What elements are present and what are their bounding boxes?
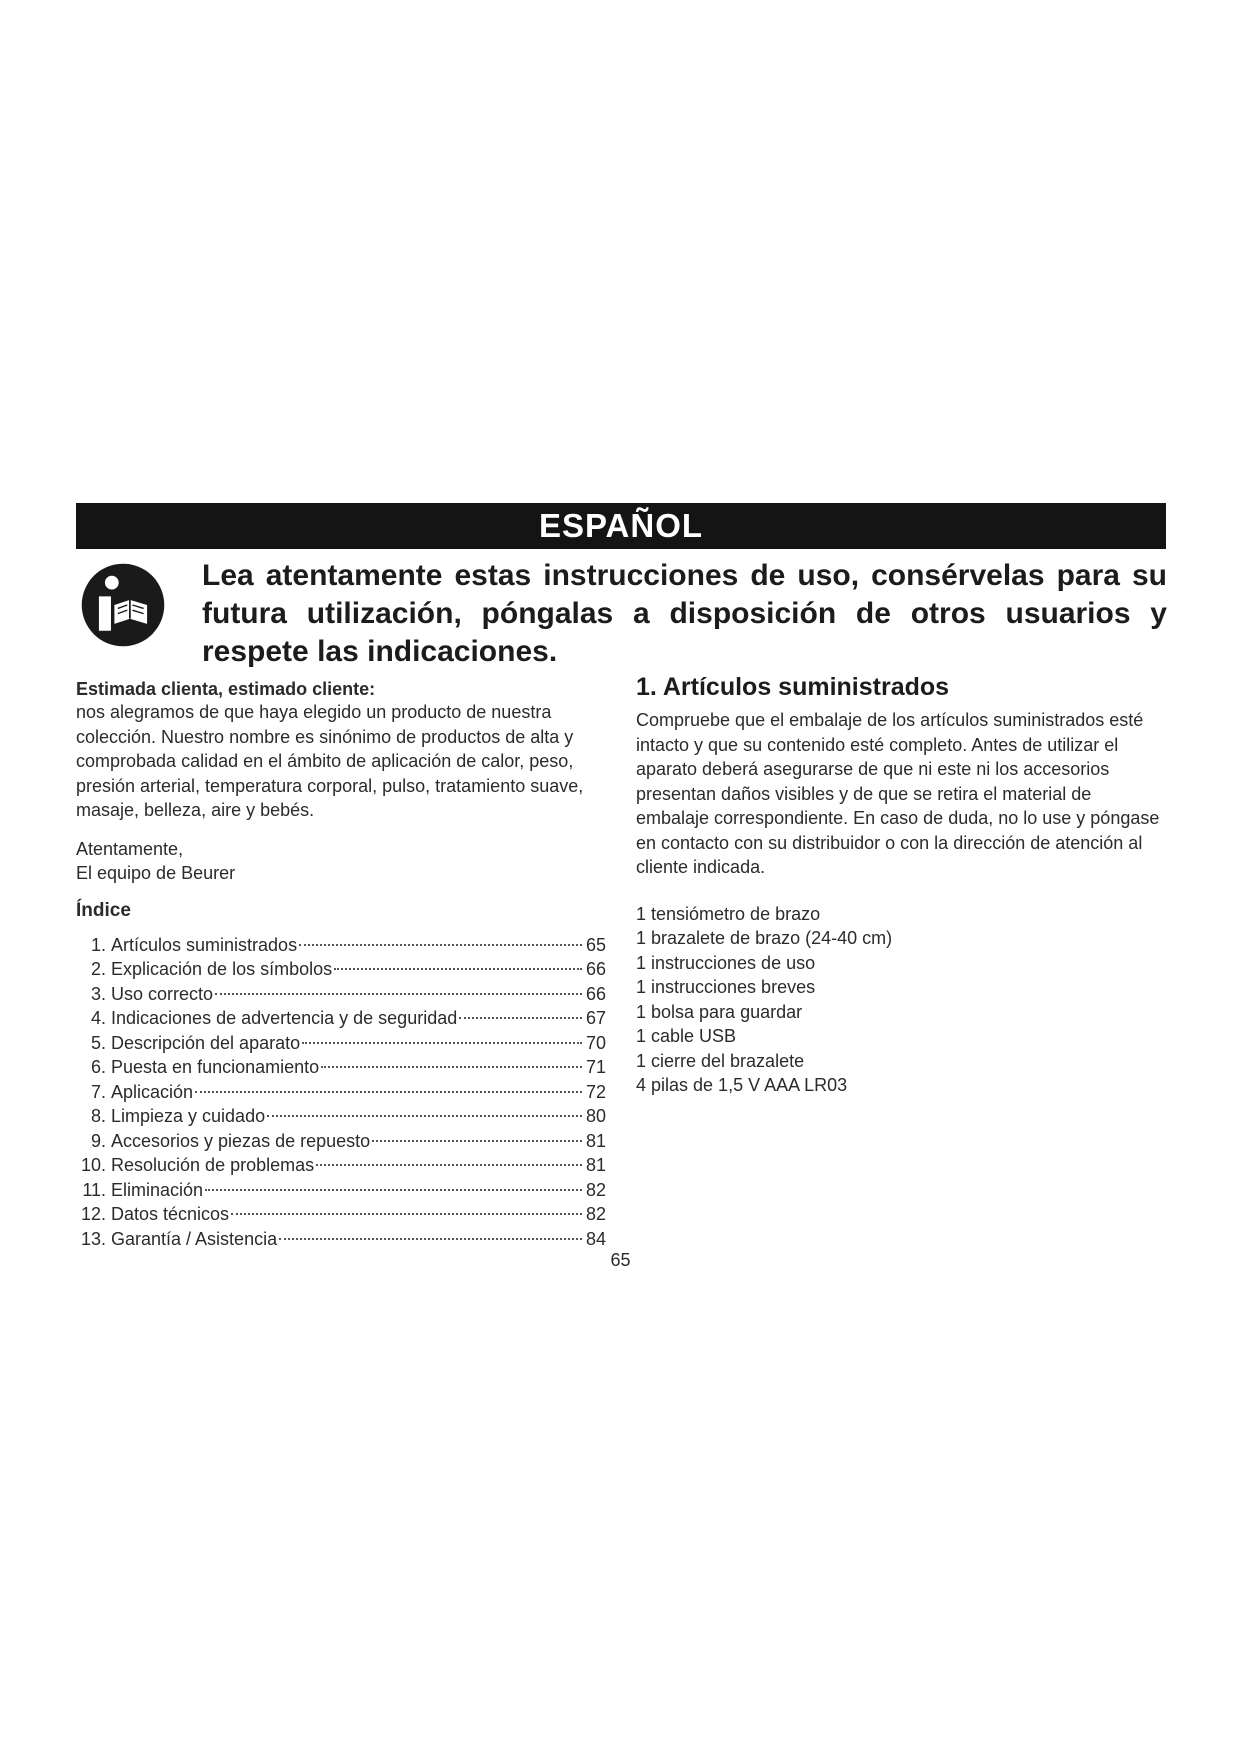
- delivered-items-list: [636, 902, 1166, 1098]
- toc-label: Datos técnicos: [111, 1204, 230, 1224]
- toc-label: Accesorios y piezas de repuesto: [111, 1130, 371, 1151]
- greeting-heading: Estimada clienta, estimado cliente:: [76, 679, 376, 699]
- toc-number: 3.: [90, 983, 106, 1004]
- toc-number: 13.: [80, 1228, 106, 1249]
- toc-label: Uso correcto: [111, 983, 214, 1004]
- greeting-body: nos alegramos de que haya elegido un producto de nuestra colección. Nuestro nombre es sinónimo de productos de alta y comprobada calidad en el ámbito de aplicación de calor, peso, presión arterial, temperatura corporal, pulso, tratamiento suave, masaje, belleza, aire y bebés.: [76, 702, 584, 820]
- toc-number: 6.: [90, 1057, 106, 1077]
- toc-page: 82: [585, 1179, 606, 1200]
- toc-label: Indicaciones de advertencia y de seguridad: [111, 1008, 458, 1028]
- toc-number: 4.: [90, 1008, 106, 1028]
- list-item: 1 brazalete de brazo (24-40 cm): [636, 928, 893, 948]
- toc-number: 7.: [90, 1081, 106, 1102]
- toc-leader: [231, 1213, 582, 1215]
- table-of-contents: [76, 933, 606, 1252]
- section-heading: 1. Artículos suministrados: [636, 673, 950, 701]
- toc-number: 9.: [90, 1130, 106, 1151]
- toc-number: 2.: [90, 959, 106, 979]
- toc-page: 80: [585, 1106, 606, 1126]
- list-item: 4 pilas de 1,5 V AAA LR03: [636, 1075, 848, 1095]
- toc-page: 66: [585, 959, 606, 979]
- toc-page: 70: [585, 1032, 606, 1053]
- toc-item[interactable]: [76, 1178, 606, 1203]
- toc-label: Puesta en funcionamiento: [111, 1057, 320, 1077]
- index-heading: Índice: [76, 899, 131, 921]
- toc-label: Resolución de problemas: [111, 1155, 315, 1175]
- toc-number: 5.: [90, 1032, 106, 1053]
- list-item: 1 cable USB: [636, 1026, 737, 1046]
- toc-label: Garantía / Asistencia: [111, 1228, 278, 1249]
- list-item: 1 cierre del brazalete: [636, 1050, 805, 1071]
- toc-label: Limpieza y cuidado: [111, 1106, 266, 1126]
- toc-page: 81: [585, 1155, 606, 1175]
- toc-leader: [195, 1091, 582, 1093]
- section-body: Compruebe que el embalaje de los artículos suministrados esté intacto y que su contenido esté completo. Antes de utilizar el aparato deberá asegurarse de que ni este ni los accesorios presentan daños visibles y de que se retira el material de embalaje correspondiente. En caso de duda, no lo use y póngase en contacto con su distribuidor o con la dirección de atención al cliente indicada.: [636, 710, 1160, 877]
- toc-leader: [215, 993, 582, 995]
- toc-item[interactable]: [76, 1129, 606, 1154]
- toc-leader: [302, 1042, 582, 1044]
- language-banner: ESPAÑOL: [76, 503, 1166, 549]
- toc-item[interactable]: [76, 957, 606, 982]
- toc-leader: [372, 1140, 582, 1142]
- toc-item[interactable]: [76, 1153, 606, 1178]
- list-item: 1 instrucciones de uso: [636, 952, 816, 973]
- toc-label: Explicación de los símbolos: [111, 959, 333, 979]
- toc-page: 67: [585, 1008, 606, 1028]
- closing-line-2: El equipo de Beurer: [76, 863, 236, 883]
- toc-leader: [321, 1066, 582, 1068]
- left-column: [76, 678, 606, 1251]
- toc-item[interactable]: [76, 1202, 606, 1227]
- intro-warning-text: Lea atentamente estas instrucciones de uso, consérvelas para su futura utilización, póngalas a disposición de otros usuarios y respete las indicaciones.: [202, 559, 1167, 668]
- toc-page: 82: [585, 1204, 606, 1224]
- toc-item[interactable]: [76, 1227, 606, 1252]
- toc-leader: [299, 944, 582, 946]
- toc-number: 11.: [82, 1179, 106, 1200]
- toc-label: Aplicación: [111, 1081, 194, 1102]
- toc-item[interactable]: [76, 1055, 606, 1080]
- read-manual-icon: [80, 562, 166, 648]
- toc-label: Eliminación: [111, 1179, 204, 1200]
- toc-page: 66: [585, 983, 606, 1004]
- toc-number: 8.: [90, 1106, 106, 1126]
- toc-page: 84: [585, 1228, 606, 1249]
- toc-page: 71: [585, 1057, 606, 1077]
- toc-item[interactable]: [76, 1031, 606, 1056]
- toc-number: 1.: [90, 934, 106, 955]
- list-item: 1 instrucciones breves: [636, 977, 816, 997]
- toc-item[interactable]: [76, 982, 606, 1007]
- list-item: 1 tensiómetro de brazo: [636, 903, 821, 924]
- toc-item[interactable]: [76, 933, 606, 958]
- toc-page: 81: [585, 1130, 606, 1151]
- toc-page: 72: [585, 1081, 606, 1102]
- toc-number: 10.: [80, 1155, 106, 1175]
- right-column: [636, 672, 1166, 1098]
- toc-item[interactable]: [76, 1006, 606, 1031]
- toc-leader: [459, 1017, 582, 1019]
- toc-leader: [334, 968, 582, 970]
- toc-leader: [267, 1115, 582, 1117]
- toc-item[interactable]: [76, 1080, 606, 1105]
- toc-item[interactable]: [76, 1104, 606, 1129]
- toc-leader: [316, 1164, 582, 1166]
- page-number: 65: [610, 1250, 631, 1270]
- toc-label: Artículos suministrados: [111, 934, 298, 955]
- toc-page: 65: [585, 934, 606, 955]
- closing-line-1: Atentamente,: [76, 838, 184, 859]
- list-item: 1 bolsa para guardar: [636, 1001, 803, 1022]
- toc-label: Descripción del aparato: [111, 1032, 301, 1053]
- toc-leader: [279, 1238, 582, 1240]
- toc-number: 12.: [80, 1204, 106, 1224]
- toc-leader: [205, 1189, 582, 1191]
